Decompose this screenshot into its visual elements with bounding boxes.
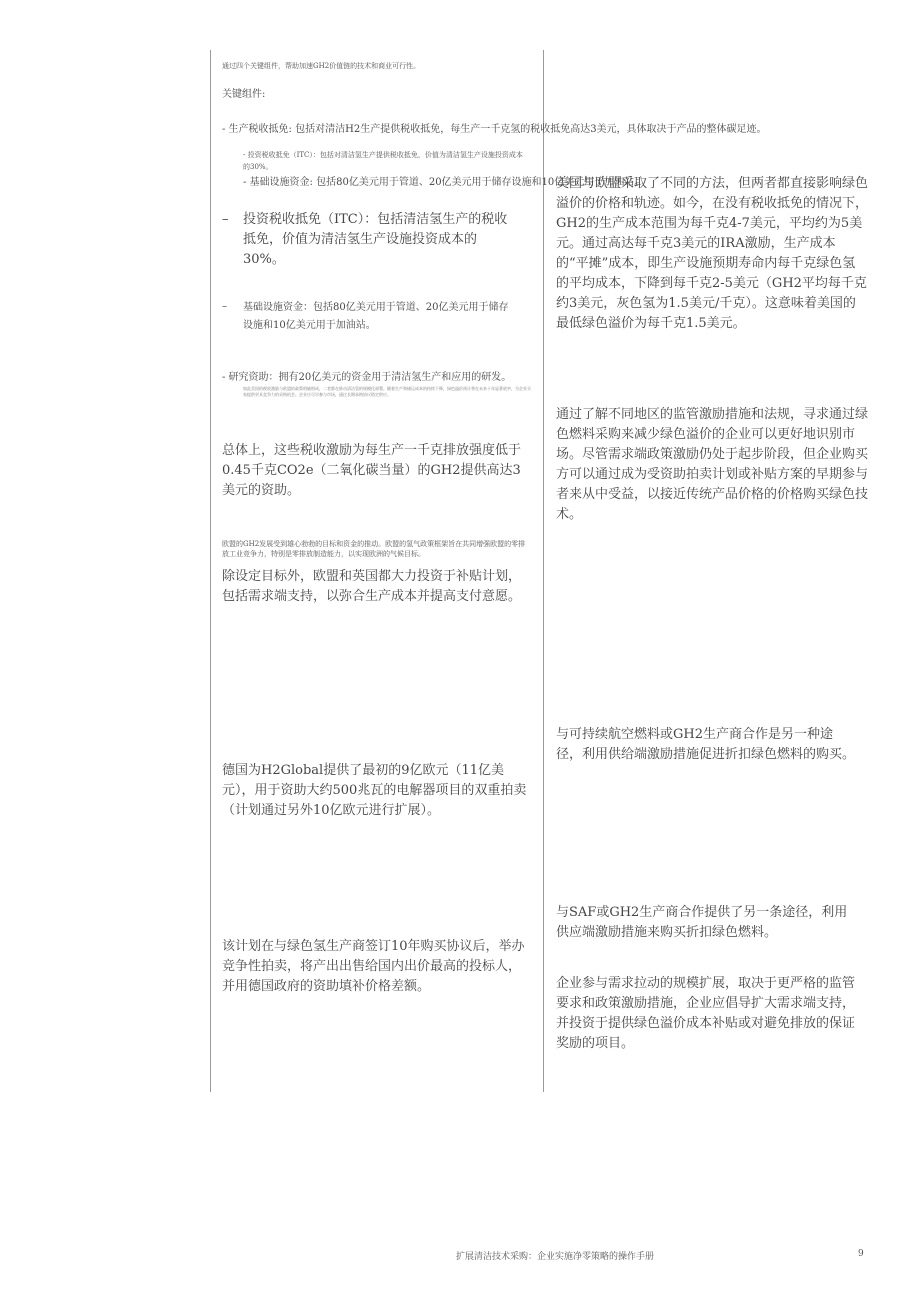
page-number: 9 <box>858 1249 864 1259</box>
eu-small-paragraph: 欧盟的GH2发展受到雄心勃勃的目标和资金的推动。欧盟的氢气政策框架旨在共同增强欧盟的零排放工业竞争力，特别是零排放制造能力，以实现欧洲的气候目标。 <box>222 540 526 558</box>
infrastructure-bullet-marker: – <box>222 301 227 312</box>
itc-bullet: 投资税收抵免（ITC）：包括清洁氢生产的税收抵免，价值为清洁氢生产设施投资成本的30%。 <box>243 212 508 267</box>
summary-paragraph: 总体上，这些税收激励为每生产一千克排放强度低于0.45千克CO2e（二氧化碳当量）的GH2提供高达3美元的资助。 <box>222 443 522 498</box>
germany-paragraph: 德国为H2Global提供了最初的9亿欧元（11亿美元），用于资助大约500兆瓦的电解器项目的双重拍卖（计划通过另外10亿欧元进行扩展）。 <box>222 763 527 818</box>
saf-partner-paragraph: 与可持续航空燃料或GH2生产商合作是另一种途径，利用供给端激励措施促进折扣绿色燃料的购买。 <box>556 727 856 762</box>
intro-text: 通过四个关键组件，帮助加速GH2价值链的技术和商业可行性。 <box>222 62 421 70</box>
regulation-paragraph: 通过了解不同地区的监管激励措施和法规，寻求通过绿色燃料采购来减少绿色溢价的企业可以更好地识别市场。尽管需求端政策激励仍处于起步阶段，但企业购买方可以通过成为受资助拍卖计划或补贴方案的早期参与者来从中受益，以接近传统产品价格的价格购买绿色技术。 <box>556 407 869 522</box>
itc-bullet-marker: – <box>222 212 229 227</box>
infrastructure-bullet: 基础设施资金：包括80亿美元用于管道、20亿美元用于储存设施和10亿美元用于加油站。 <box>243 302 509 331</box>
footer-title: 扩展清洁技术采购：企业实施净零策略的操作手册 <box>456 1252 655 1262</box>
column-divider-right <box>543 50 544 1092</box>
auction-paragraph: 该计划在与绿色氢生产商签订10年购买协议后，举办竞争性拍卖，将产出出售给国内出价最高的投标人，并用德国政府的资助填补价格差额。 <box>222 939 525 994</box>
saf-gh2-paragraph: 与SAF或GH2生产商合作提供了另一条途径，利用供应端激励措施来购买折扣绿色燃料。 <box>556 905 848 940</box>
itc-small-text: - 投资税收抵免（ITC）：包括对清洁氢生产提供税收抵免，价值为清洁氢生产设施投资成本的30%。 <box>243 151 523 171</box>
column-divider-left <box>210 50 211 1092</box>
tiny-paragraph: 如此美国的税收激励与欧盟的政策相辅相成，二者都在推动清洁氢的规模化部署。随着生产和储运成本的持续下降，绿色溢价预计将在未来十年显著收窄，为企业买家提供更具竞争力的采购机会。企业应尽早参与市场，通过长期承购协议锁定供应。 <box>243 386 531 397</box>
production-tax-credit: - 生产税收抵免: 包括对清洁H2生产提供税收抵免，每生产一千克氢的税收抵免高达3美元，具体取决于产品的整体碳足迹。 <box>222 124 767 135</box>
infrastructure-overlap-text: - 基础设施资金: 包括80亿美元用于管道、20亿美元用于储存设施和10亿美元用于加油站。 <box>243 177 645 188</box>
research-funding: - 研究资助：拥有20亿美元的资金用于清洁氢生产和应用的研发。 <box>222 372 512 383</box>
us-eu-difference-paragraph: 美国与欧盟采取了不同的方法，但两者都直接影响绿色溢价的价格和轨迹。如今，在没有税收抵免的情况下，GH2的生产成本范围为每千克4-7美元，平均约为5美元。通过高达每千克3美元的IRA激励，生产成本的“平摊”成本，即生产设施预期寿命内每千克绿色氢的平均成本，下降到每千克2-5美元（GH2平均每千克约3美元，灰色氢为1.5美元/千克）。这意味着美国的最低绿色溢价为每千克1.5美元。 <box>556 176 869 331</box>
eu-paragraph: 除设定目标外，欧盟和英国都大力投资于补贴计划，包括需求端支持，以弥合生产成本并提高支付意愿。 <box>222 569 522 604</box>
demand-pull-paragraph: 企业参与需求拉动的规模扩展，取决于更严格的监管要求和政策激励措施，企业应倡导扩大需求端支持，并投资于提供绿色溢价成本补贴或对避免排放的保证奖励的项目。 <box>556 976 856 1051</box>
components-heading: 关键组件: <box>222 89 266 100</box>
